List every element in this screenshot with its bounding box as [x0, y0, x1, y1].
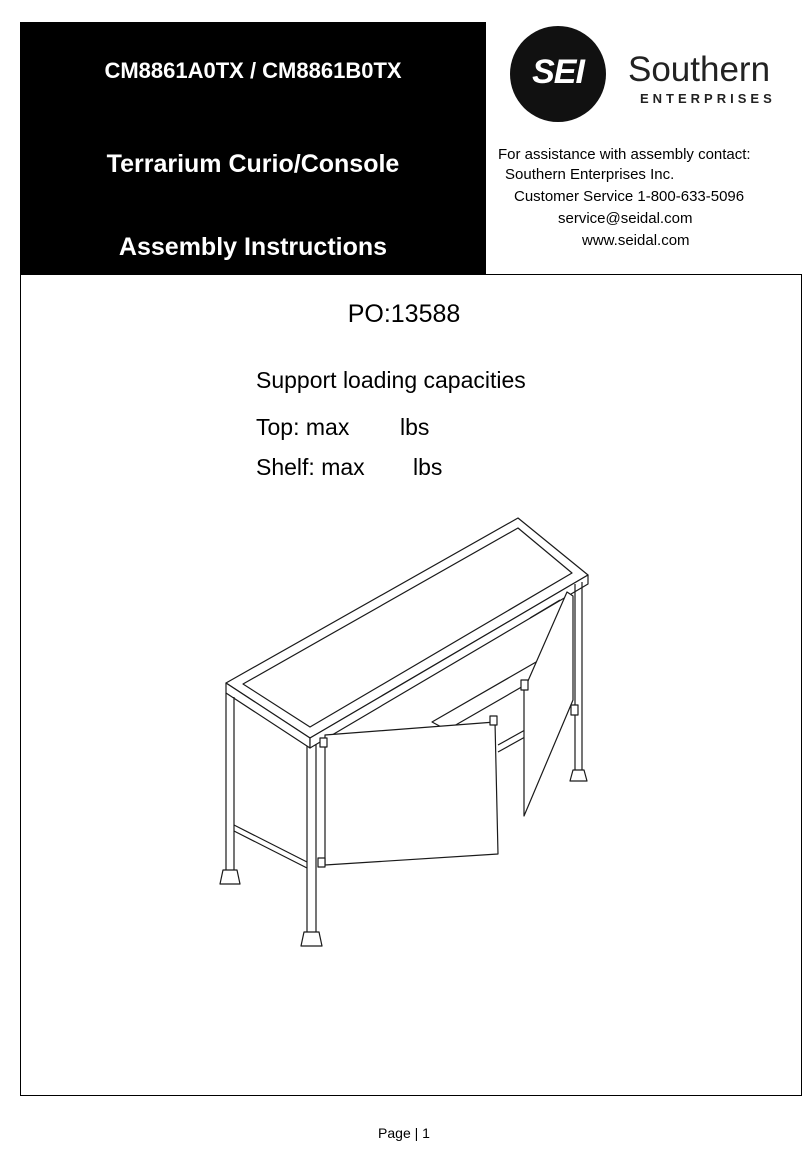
console-drawing: [215, 510, 595, 960]
logo-subtitle: ENTERPRISES: [640, 91, 776, 106]
company-logo: [510, 26, 780, 122]
contact-company: Southern Enterprises Inc.: [505, 166, 675, 183]
front-right-leg: [301, 744, 322, 946]
product-name: Terrarium Curio/Console: [106, 150, 400, 178]
contact-website: www.seidal.com: [582, 232, 690, 249]
top-capacity-unit: lbs: [400, 414, 430, 440]
shelf-capacity-unit: lbs: [413, 454, 443, 480]
right-door: [521, 592, 578, 816]
logo-wordmark: Southern: [628, 50, 771, 89]
model-number: CM8861A0TX / CM8861B0TX: [104, 58, 402, 83]
page-number: Page | 1: [378, 1125, 430, 1141]
shelf-capacity-label: Shelf: max: [256, 454, 365, 480]
contact-phone: Customer Service 1-800-633-5096: [514, 188, 745, 205]
po-number: PO:13588: [347, 300, 461, 328]
top-capacity-label: Top: max: [256, 414, 350, 440]
document-type: Assembly Instructions: [118, 233, 388, 261]
left-door: [318, 716, 498, 867]
logo-monogram: SEI: [532, 53, 584, 91]
shelf-capacity: [256, 454, 443, 481]
contact-email: service@seidal.com: [558, 210, 693, 227]
top-capacity: [256, 414, 430, 441]
capacity-heading: Support loading capacities: [256, 367, 526, 393]
title-block: [20, 22, 486, 274]
contact-intro: For assistance with assembly contact:: [498, 146, 751, 163]
